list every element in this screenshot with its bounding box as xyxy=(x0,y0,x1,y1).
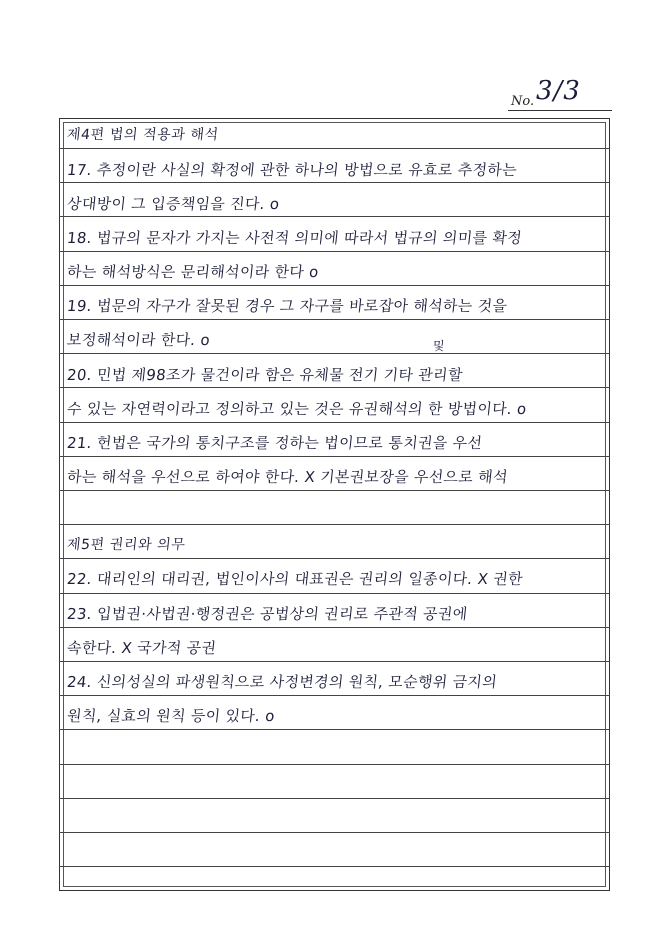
line-14: 22. 대리인의 대리권, 법인이사의 대표권은 권리의 일종이다. X 권한 xyxy=(66,570,524,588)
line-9: 수 있는 자연력이라고 정의하고 있는 것은 유권해석의 한 방법이다. o xyxy=(66,400,528,418)
line-15: 23. 입법권·사법권·행정권은 공법상의 권리로 주관적 공권에 xyxy=(66,605,469,623)
line-17: 24. 신의성실의 파생원칙으로 사정변경의 원칙, 모순행위 금지의 xyxy=(66,673,498,691)
ruled-line xyxy=(59,729,610,730)
line-3: 상대방이 그 입증책임을 진다. o xyxy=(66,195,281,213)
page-number-underline xyxy=(508,110,612,111)
ruled-line xyxy=(59,832,610,833)
line-18: 원칙, 실효의 원칙 등이 있다. o xyxy=(66,707,276,725)
line-10: 21. 헌법은 국가의 통치구조를 정하는 법이므로 통치권을 우선 xyxy=(66,434,484,452)
ruled-line xyxy=(59,558,610,559)
line-11: 하는 해석을 우선으로 하여야 한다. X 기본권보장을 우선으로 해석 xyxy=(66,468,509,486)
ruled-line xyxy=(59,798,610,799)
ruled-line xyxy=(59,764,610,765)
ruled-line xyxy=(59,148,610,149)
line-5: 하는 해석방식은 문리해석이라 한다 o xyxy=(66,263,320,281)
ruled-line xyxy=(59,456,610,457)
ruled-line xyxy=(59,524,610,525)
line-1: 제4편 법의 적용과 해석 xyxy=(66,127,220,143)
line-4: 18. 법규의 문자가 가지는 사전적 의미에 따라서 법규의 의미를 확정 xyxy=(66,229,523,247)
line-16: 속한다. X 국가적 공권 xyxy=(66,639,218,657)
line-13: 제5편 권리와 의무 xyxy=(66,537,187,553)
insertion-mark: 및 xyxy=(432,339,446,353)
ruled-line xyxy=(59,353,610,354)
ruled-line xyxy=(59,422,610,423)
ruled-line xyxy=(59,285,610,286)
line-2: 17. 추정이란 사실의 확정에 관한 하나의 방법으로 유효로 추정하는 xyxy=(66,161,518,179)
ruled-line xyxy=(59,593,610,594)
page-number: 3/3 xyxy=(536,76,581,106)
ruled-line xyxy=(59,319,610,320)
line-7: 보정해석이라 한다. o xyxy=(66,331,212,349)
line-6: 19. 법문의 자구가 잘못된 경우 그 자구를 바로잡아 해석하는 것을 xyxy=(66,297,509,315)
page-number-label: No. xyxy=(511,94,535,109)
ruled-line xyxy=(59,216,610,217)
ruled-line xyxy=(59,695,610,696)
ruled-line xyxy=(59,182,610,183)
ruled-line xyxy=(59,387,610,388)
ruled-line xyxy=(59,866,610,867)
ruled-line xyxy=(59,661,610,662)
ruled-line xyxy=(59,627,610,628)
ruled-line xyxy=(59,251,610,252)
ruled-line xyxy=(59,490,610,491)
line-8: 20. 민법 제98조가 물건이라 함은 유체물 전기 기타 관리할 xyxy=(66,366,464,384)
